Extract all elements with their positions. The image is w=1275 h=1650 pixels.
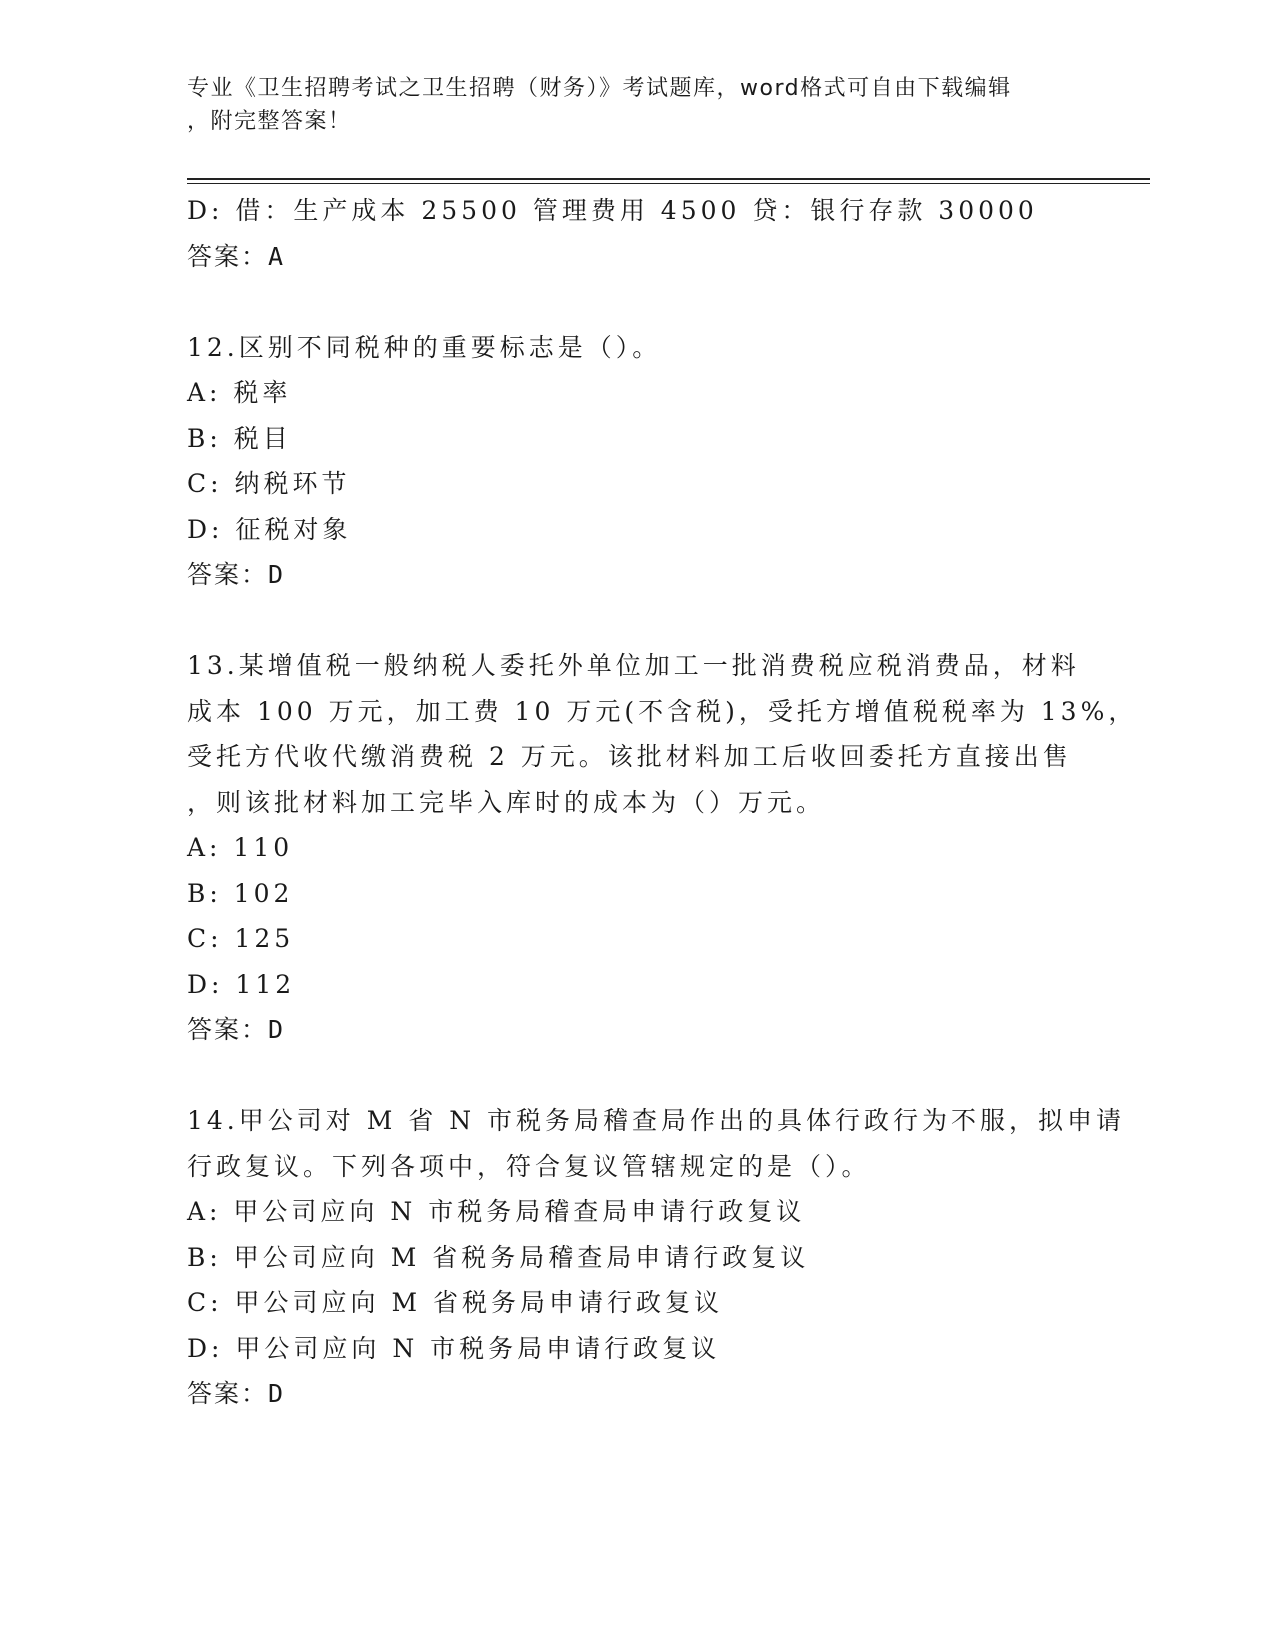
option-c: C: 纳税环节: [187, 469, 351, 498]
question-14: [187, 1098, 1126, 1417]
question-stem-line-4: ，则该批材料加工完毕入库时的成本为（）万元。: [187, 787, 826, 817]
question-stem-line-2: 行政复议。下列各项中，符合复议管辖规定的是（）。: [187, 1151, 871, 1181]
answer-value: D: [268, 1379, 286, 1408]
option-d: D: 112: [187, 969, 296, 999]
header-line-2: ，附完整答案！: [187, 109, 352, 134]
option-d: D: 借：生产成本 25500 管理费用 4500 贷：银行存款 30000: [187, 196, 1038, 225]
question-stem-line-1: 14.甲公司对 M 省 N 市税务局稽查局作出的具体行政行为不服，拟申请: [187, 1106, 1126, 1135]
option-b: B: 甲公司应向 M 省税务局稽查局申请行政复议: [187, 1242, 810, 1272]
answer-value: D: [268, 560, 286, 589]
option-c: C: 甲公司应向 M 省税务局申请行政复议: [187, 1288, 723, 1317]
answer-line: [187, 1371, 1087, 1417]
spacer: [187, 279, 1087, 325]
question-content: [187, 188, 1138, 1417]
header-line-1: 专业《卫生招聘考试之卫生招聘（财务）》考试题库，word格式可自由下载编辑: [187, 76, 1012, 101]
option-b: B: 税目: [187, 423, 292, 453]
question-stem-line-1: 13.某增值税一般纳税人委托外单位加工一批消费税应税消费品，材料: [187, 651, 1080, 680]
option-a: A: 甲公司应向 N 市税务局稽查局申请行政复议: [187, 1197, 806, 1226]
question-stem-line-3: 受托方代收代缴消费税 2 万元。该批材料加工后收回委托方直接出售: [187, 742, 1072, 771]
answer-line: [187, 552, 1087, 598]
question-12: [187, 325, 1087, 598]
document-header: [187, 72, 1067, 138]
question-13: [187, 643, 1138, 1053]
option-d: D: 甲公司应向 N 市税务局申请行政复议: [187, 1333, 721, 1363]
option-d: D: 征税对象: [187, 514, 352, 544]
answer-label: 答案：: [187, 241, 269, 271]
answer-line: [187, 1007, 1087, 1053]
question-stem: 12.区别不同税种的重要标志是（）。: [187, 332, 662, 362]
answer-label: 答案：: [187, 1379, 269, 1408]
option-b: B: 102: [187, 878, 294, 908]
option-c: C: 125: [187, 924, 295, 953]
answer-value: D: [268, 1015, 286, 1044]
header-divider-thin: [187, 183, 1150, 184]
question-stem-line-2: 成本 100 万元，加工费 10 万元(不含税)，受托方增值税税率为 13%，: [187, 696, 1138, 726]
answer-label: 答案：: [187, 1015, 269, 1044]
answer-value: A: [268, 241, 286, 271]
answer-label: 答案：: [187, 560, 269, 589]
previous-question-tail: [187, 188, 1087, 279]
header-divider-thick: [187, 178, 1150, 180]
answer-line: [187, 234, 1087, 280]
option-a: A: 税率: [187, 378, 292, 407]
spacer: [187, 598, 1087, 644]
spacer: [187, 1053, 1087, 1099]
option-a: A: 110: [187, 833, 294, 862]
